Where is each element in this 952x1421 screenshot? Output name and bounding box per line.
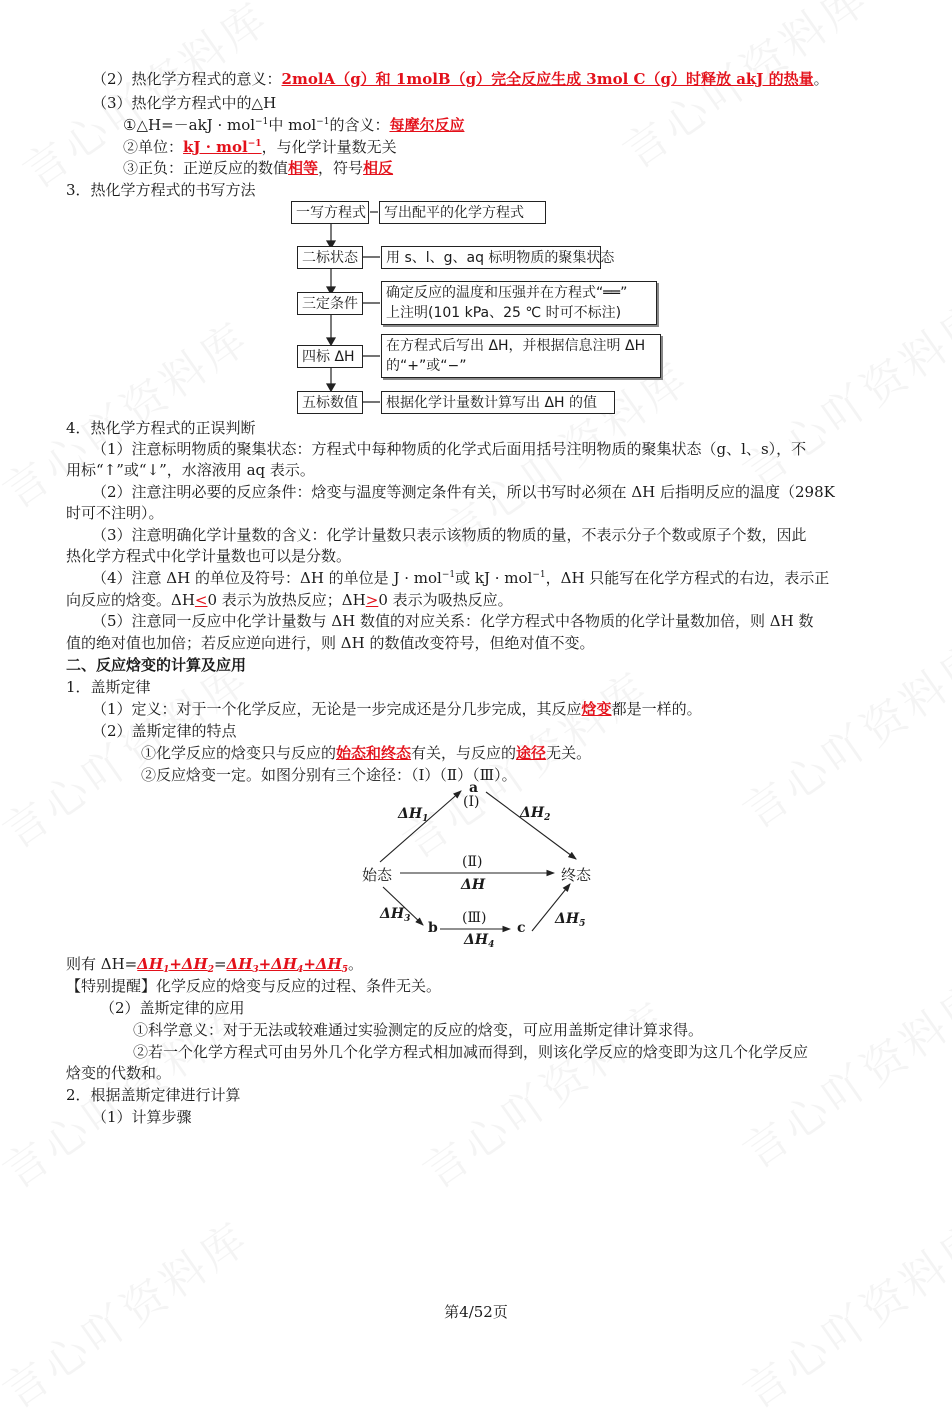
flow-step-2: 二标状态 bbox=[297, 246, 363, 269]
end-state: 终态 bbox=[561, 866, 592, 884]
judge-p1-l1: （1）注意标明物质的聚集状态：方程式中每种物质的化学式后面用括号注明物质的聚集状态（g、l、s），不 bbox=[92, 440, 807, 458]
judge-p2-l1: （2）注意注明必要的反应条件：焓变与温度等测定条件有关，所以书写时必须在 ΔH 后指明反应的温度（298K bbox=[92, 483, 835, 501]
sup: −1 bbox=[532, 570, 546, 580]
calc-step-heading: （1）计算步骤 bbox=[92, 1108, 192, 1126]
judge-p3-l2: 热化学方程式中化学计量数也可以是分数。 bbox=[66, 547, 352, 565]
judge-p5-l2: 值的绝对值也加倍；若反应逆向进行，则 ΔH 的数值改变符号，但绝对值不变。 bbox=[66, 634, 595, 652]
node-a: a bbox=[469, 780, 479, 796]
text: ③正负：正逆反应的数值 bbox=[123, 159, 289, 177]
watermark bbox=[728, 963, 952, 1181]
flow-desc-line: 在方程式后写出 ΔH，并根据信息注明 ΔH bbox=[386, 338, 646, 354]
dh4-label: $\Delta H_4$ bbox=[464, 932, 495, 950]
answer: 相反 bbox=[363, 159, 394, 177]
text: 的含义： bbox=[329, 116, 390, 134]
hess-app-2-l1: ②若一个化学方程式可由另外几个化学方程式相加减而得到，则该化学反应的焓变即为这几个化学反应 bbox=[133, 1043, 809, 1061]
flow-desc-2: 用 s、l、g、aq 标明物质的聚集状态 bbox=[381, 246, 601, 269]
text: 有关，与反应的 bbox=[411, 744, 517, 762]
text: 0 表示为吸热反应。 bbox=[378, 591, 513, 609]
page-number: 第4/52页 bbox=[444, 1303, 508, 1321]
text: 向反应的焓变。ΔH bbox=[66, 591, 195, 609]
text: （4）注意 ΔH 的单位及符号：ΔH 的单位是 J · mol bbox=[92, 569, 442, 587]
meaning-label: （2）热化学方程式的意义： bbox=[92, 70, 282, 88]
answer: 途径 bbox=[516, 744, 547, 762]
text: 0 表示为放热反应；ΔH bbox=[207, 591, 366, 609]
dh5-label: $\Delta H_5$ bbox=[555, 911, 586, 929]
text: 则有 ΔH= bbox=[66, 955, 138, 973]
text: ①△H=－akJ · mol bbox=[123, 116, 256, 134]
hess-app-heading: （2）盖斯定律的应用 bbox=[100, 999, 245, 1017]
hess-law-heading: 1．盖斯定律 bbox=[66, 678, 151, 696]
dh3-label: $\Delta H_3$ bbox=[380, 906, 411, 924]
text: 。 bbox=[347, 955, 363, 973]
dh2-label: $\Delta H_2$ bbox=[520, 805, 551, 823]
hess-app-2-l2: 焓变的代数和。 bbox=[66, 1064, 172, 1082]
judge-heading: 4．热化学方程式的正误判断 bbox=[66, 419, 256, 437]
sup: −1 bbox=[316, 117, 330, 127]
flow-step-3: 三定条件 bbox=[297, 292, 363, 315]
hess-result bbox=[66, 954, 363, 974]
flow-step-1: 一写方程式 bbox=[291, 201, 369, 224]
judge-p3-l1: （3）注意明确化学计量数的含义：化学计量数只表示该物质的物质的量，不表示分子个数或原子个数，因此 bbox=[92, 526, 807, 544]
flow-desc-4 bbox=[381, 334, 661, 378]
answer-path3: $\Delta H_3+\Delta H_4+\Delta H_5$ bbox=[226, 955, 348, 975]
text: = bbox=[214, 955, 227, 973]
hess-feature-2: ②反应焓变一定。如图分别有三个途径：（Ⅰ）（Ⅱ）（Ⅲ）。 bbox=[141, 766, 517, 784]
text: ②单位： bbox=[123, 138, 184, 156]
flow-step-4: 四标 ΔH bbox=[297, 345, 363, 368]
answer: 每摩尔反应 bbox=[389, 116, 465, 134]
punctuation: 。 bbox=[813, 70, 829, 88]
judge-p2-l2: 时可不注明）。 bbox=[66, 504, 164, 522]
meaning-answer: 2molA（g）和 1molB（g）完全反应生成 3mol C（g）时释放 akJ 的热量 bbox=[281, 70, 814, 88]
greater-than-sign: > bbox=[365, 591, 379, 609]
answer: 焓变 bbox=[581, 700, 612, 718]
text: 无关。 bbox=[546, 744, 592, 762]
node-b: b bbox=[428, 920, 438, 936]
text: ，与化学计量数无关 bbox=[261, 138, 397, 156]
flow-desc-5: 根据化学计量数计算写出 ΔH 的值 bbox=[381, 391, 615, 414]
special-reminder: 【特别提醒】化学反应的焓变与反应的过程、条件无关。 bbox=[66, 977, 442, 995]
hess-app-1: ①科学意义：对于无法或较难通过实验测定的反应的焓变，可应用盖斯定律计算求得。 bbox=[133, 1021, 704, 1039]
judge-p1-l2: 用标“↑”或“↓”，水溶液用 aq 表示。 bbox=[66, 461, 315, 479]
flow-step-5: 五标数值 bbox=[297, 391, 363, 414]
sup: −1 bbox=[255, 117, 269, 127]
less-than-sign: < bbox=[194, 591, 208, 609]
text: ，ΔH 只能写在化学方程式的右边，表示正 bbox=[545, 569, 830, 587]
judge-p5-l1: （5）注意同一反应中化学计量数与 ΔH 数值的对应关系：化学方程式中各物质的化学计量数加倍，则 ΔH 数 bbox=[92, 612, 814, 630]
answer: 相等 bbox=[288, 159, 319, 177]
flow-desc-3 bbox=[381, 281, 657, 325]
flow-desc-line: 上注明(101 kPa、25 ℃ 时可不标注) bbox=[386, 305, 622, 321]
calc-heading: 2．根据盖斯定律进行计算 bbox=[66, 1086, 241, 1104]
answer: 始态和终态 bbox=[336, 744, 412, 762]
writing-heading: 3．热化学方程式的书写方法 bbox=[66, 181, 256, 199]
sup: −1 bbox=[441, 570, 456, 580]
path-1-label: (Ⅰ) bbox=[463, 794, 480, 810]
watermark bbox=[408, 983, 681, 1201]
answer-path1: $\Delta H_1+\Delta H_2$ bbox=[137, 955, 214, 975]
start-state: 始态 bbox=[362, 866, 393, 884]
path-2-label: (Ⅱ) bbox=[462, 854, 483, 870]
delta-h-heading: （3）热化学方程式中的△H bbox=[92, 94, 277, 112]
flow-desc-line: 确定反应的温度和压强并在方程式“══” bbox=[386, 285, 628, 301]
dh1-label: $\Delta H_1$ bbox=[398, 806, 429, 824]
hess-section-heading: 二、反应焓变的计算及应用 bbox=[66, 656, 247, 674]
hess-features-heading: （2）盖斯定律的特点 bbox=[92, 722, 237, 740]
text: ，符号 bbox=[318, 159, 364, 177]
dh-label: ΔH bbox=[461, 877, 486, 893]
node-c: c bbox=[517, 920, 526, 936]
path-3-label: (Ⅲ) bbox=[462, 910, 487, 926]
answer: kJ · mol bbox=[183, 138, 248, 156]
text: 中 mol bbox=[268, 116, 317, 134]
flow-desc-1: 写出配平的化学方程式 bbox=[379, 201, 546, 224]
text: 或 kJ · mol bbox=[455, 569, 533, 587]
flow-desc-line: 的“+”或“−” bbox=[386, 358, 467, 374]
sup: −1 bbox=[247, 139, 262, 149]
text: 都是一样的。 bbox=[611, 700, 702, 718]
text: （1）定义：对于一个化学反应，无论是一步完成还是分几步完成，其反应 bbox=[92, 700, 582, 718]
text: ①化学反应的焓变只与反应的 bbox=[141, 744, 337, 762]
